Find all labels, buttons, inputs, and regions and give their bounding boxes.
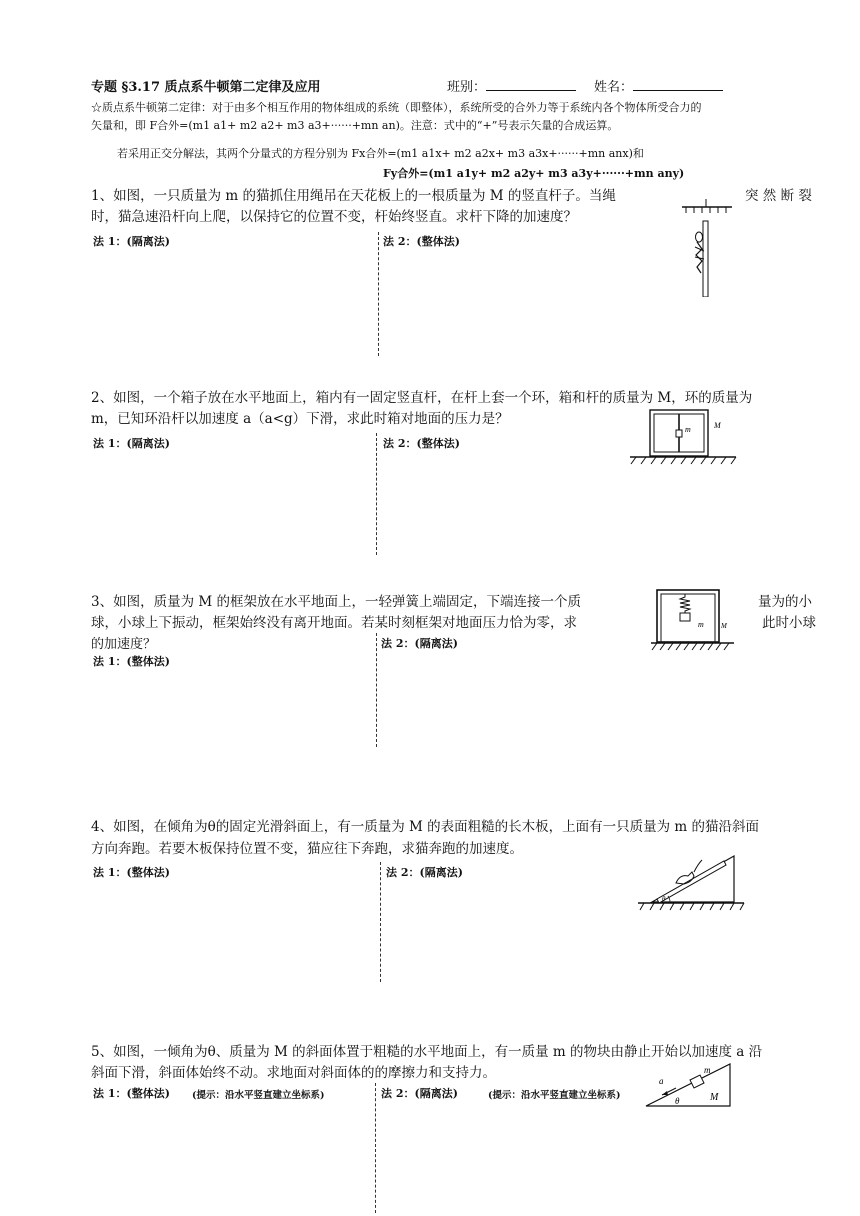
q3-label-m: m (698, 620, 704, 629)
q1-figure (680, 197, 740, 297)
q4-label-theta: θ (662, 895, 666, 903)
q1-line-2: 时，猫急速沿杆向上爬，以保持它的位置不变，杆始终竖直。求杆下降的加速度？ (91, 209, 577, 225)
q2-method-1: 法 1：(隔离法) (93, 437, 170, 450)
q3-label-M: M (721, 622, 727, 630)
q3-method-2: 法 2：(隔离法) (381, 637, 458, 650)
q3-line-2: 球，小球上下振动，框架始终没有离开地面。若某时刻框架对地面压力恰为零，求 (91, 615, 577, 631)
q5-figure (640, 1060, 740, 1110)
q1-method-1: 法 1：(隔离法) (93, 235, 170, 248)
q4-figure (636, 850, 746, 912)
q1-line-1: 1、如图，一只质量为 m 的猫抓住用绳吊在天花板上的一根质量为 M 的竖直杆子。当绳 (91, 188, 616, 204)
class-blank (486, 78, 576, 91)
name-blank (633, 78, 723, 91)
q4-method-1: 法 1：(整体法) (93, 866, 170, 879)
q5-hint-2: (提示：沿水平竖直建立坐标系) (488, 1090, 621, 1101)
q2-divider (376, 433, 377, 555)
q5-label-m: m (704, 1065, 711, 1075)
q5-label-theta: θ (675, 1096, 680, 1106)
q2-line-2: m，已知环沿杆以加速度 a（a<g）下滑，求此时箱对地面的压力是？ (91, 411, 509, 427)
q4-line-2: 方向奔跑。若要木板保持位置不变，猫应往下奔跑，求猫奔跑的加速度。 (91, 841, 523, 857)
intro-line-4: Fy合外=(m1 a1y+ m2 a2y+ m3 a3y+······+mn any) (383, 167, 685, 180)
q5-label-M: M (710, 1092, 719, 1103)
q5-hint-1: (提示：沿水平竖直建立坐标系) (192, 1090, 325, 1101)
q1-method-2: 法 2：(整体法) (383, 235, 460, 248)
q5-line-1: 5、如图，一倾角为θ、质量为 M 的斜面体置于粗糙的水平地面上，有一质量 m 的物块由静止开始以加速度 a 沿 (91, 1044, 763, 1060)
q2-line-1: 2、如图，一个箱子放在水平地面上，箱内有一固定竖直杆，在杆上套一个环，箱和杆的质量为 M，环的质量为 (91, 390, 753, 406)
q2-label-M: M (714, 421, 721, 430)
q2-figure (628, 408, 738, 466)
q5-divider (375, 1083, 376, 1213)
name-label: 姓名： (594, 80, 634, 95)
class-label: 班别： (447, 80, 487, 95)
q5-label-a: a (659, 1076, 664, 1086)
q5-method-1: 法 1：(整体法) (93, 1087, 170, 1100)
page-title: 专题 §3.17 质点系牛顿第二定律及应用 (91, 80, 321, 95)
q4-line-1: 4、如图，在倾角为θ的固定光滑斜面上，有一质量为 M 的表面粗糙的长木板，上面有一只质量为 m 的猫沿斜面 (91, 819, 760, 835)
q3-divider (376, 633, 377, 747)
q1-divider (378, 232, 379, 356)
name-field (594, 76, 723, 95)
q4-divider (380, 862, 381, 982)
q3-method-1: 法 1：(整体法) (93, 655, 170, 668)
intro-line-2: 矢量和，即 F合外=(m1 a1+ m2 a2+ m3 a3+······+mn an)。注意：式中的“+”号表示矢量的合成运算。 (91, 119, 619, 132)
q5-line-2: 斜面下滑，斜面体始终不动。求地面对斜面体的的摩擦力和支持力。 (91, 1065, 496, 1081)
class-field (447, 76, 576, 95)
q2-label-m: m (685, 425, 691, 434)
q3-line-3: 的加速度？ (91, 637, 157, 652)
q3-line-1-tail: 量为的小 (758, 594, 812, 610)
q3-line-1: 3、如图，质量为 M 的框架放在水平地面上，一轻弹簧上端固定，下端连接一个质 (91, 594, 581, 610)
q3-line-2-tail: 此时小球 (762, 615, 816, 631)
intro-line-3: 若采用正交分解法，其两个分量式的方程分别为 Fx合外=(m1 a1x+ m2 a2x+ m3 a3x+······+mn anx)和 (117, 147, 644, 160)
q2-method-2: 法 2：(整体法) (383, 437, 460, 450)
q4-method-2: 法 2：(隔离法) (386, 866, 463, 879)
q3-figure (650, 588, 750, 652)
q1-line-1-tail: 突 然 断 裂 (745, 188, 812, 204)
intro-line-1: ☆质点系牛顿第二定律：对于由多个相互作用的物体组成的系统（即整体），系统所受的合外力等于系统内各个物体所受合力的 (91, 101, 702, 114)
q5-method-2: 法 2：(隔离法) (381, 1087, 458, 1100)
